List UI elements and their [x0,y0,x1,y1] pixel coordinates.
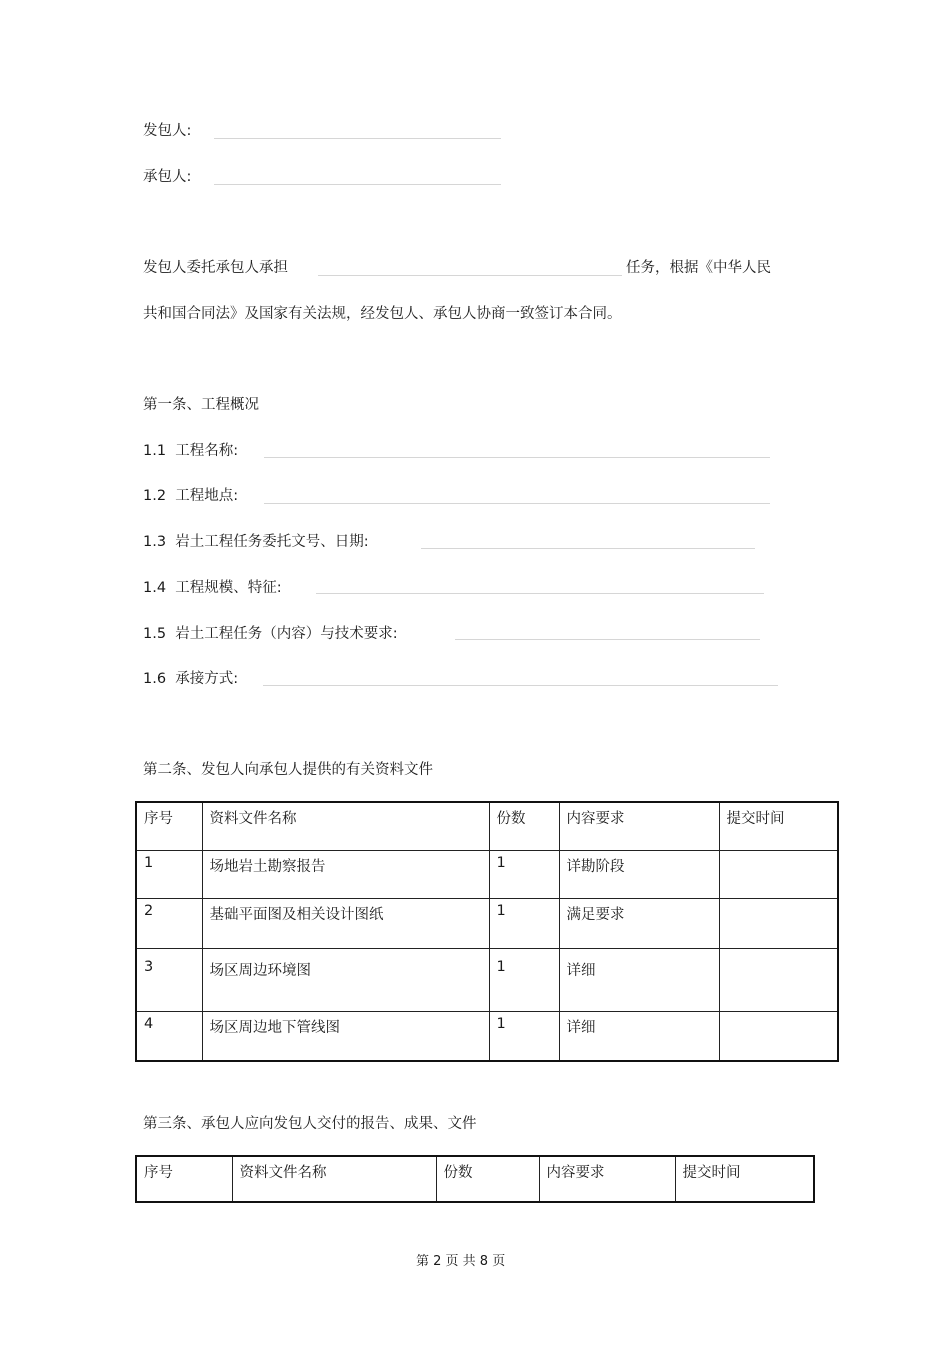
cell-seq: 1 [136,850,202,898]
item-1-2 [143,484,238,505]
cell-submit-time [719,1011,838,1061]
cell-copies: 1 [489,1011,559,1061]
item-label: 工程规模、特征: [175,580,282,596]
cell-copies: 1 [489,850,559,898]
item-1-6 [143,667,238,688]
header-cell-copies: 份数 [489,802,559,850]
page-number: 第 2 页 共 8 页 [416,1254,506,1269]
header-cell-seq: 序号 [136,1156,232,1202]
item-label: 承接方式: [175,671,239,687]
cell-submit-time [719,948,838,1011]
item-number: 1.1 [143,443,167,459]
intro-line1-end: 任务，根据《中华人民 [626,260,771,276]
header-cell-requirement: 内容要求 [539,1156,675,1202]
item-label: 工程名称: [175,443,239,459]
header-cell-requirement: 内容要求 [559,802,719,850]
item-number: 1.4 [143,580,167,596]
table-row [136,850,838,898]
header-cell-submit-time: 提交时间 [675,1156,814,1202]
header-cell-name: 资料文件名称 [202,802,489,850]
item-number: 1.5 [143,626,167,642]
intro-line1-start: 发包人委托承包人承担 [143,260,288,276]
item-number: 1.2 [143,488,167,504]
header-cell-copies: 份数 [436,1156,539,1202]
table-header-row [136,1156,814,1202]
cell-submit-time [719,898,838,948]
item-label: 岩土工程任务（内容）与技术要求: [175,626,398,642]
cell-copies: 1 [489,898,559,948]
item-1-1-blank-line [264,457,770,458]
table-row [136,1011,838,1061]
task-blank-line [318,275,622,276]
item-label: 工程地点: [175,488,239,504]
item-1-4 [143,576,282,597]
cell-name: 场区周边环境图 [202,948,489,1011]
cell-name: 场地岩土勘察报告 [202,850,489,898]
delivered-documents-table [135,1155,815,1203]
table-row [136,898,838,948]
item-1-6-blank-line [263,685,778,686]
item-number: 1.6 [143,671,167,687]
item-1-5 [143,622,398,643]
provided-documents-table [135,801,839,1062]
article3-title: 第三条、承包人应向发包人交付的报告、成果、文件 [143,1116,477,1132]
item-1-1 [143,439,238,460]
cell-seq: 2 [136,898,202,948]
contractor-label: 承包人: [143,169,192,185]
item-1-5-blank-line [455,639,760,640]
item-1-3 [143,530,369,551]
article2-title: 第二条、发包人向承包人提供的有关资料文件 [143,762,433,778]
intro-line2: 共和国合同法》及国家有关法规，经发包人、承包人协商一致签订本合同。 [143,306,622,322]
header-cell-seq: 序号 [136,802,202,850]
issuer-blank-line [214,138,501,139]
item-1-4-blank-line [316,593,764,594]
item-1-2-blank-line [264,503,770,504]
table-row [136,948,838,1011]
item-number: 1.3 [143,534,167,550]
cell-requirement: 详细 [559,948,719,1011]
item-label: 岩土工程任务委托文号、日期: [175,534,369,550]
cell-name: 场区周边地下管线图 [202,1011,489,1061]
cell-seq: 4 [136,1011,202,1061]
contractor-blank-line [214,184,501,185]
article1-title: 第一条、工程概况 [143,397,259,413]
cell-requirement: 满足要求 [559,898,719,948]
cell-name: 基础平面图及相关设计图纸 [202,898,489,948]
header-cell-name: 资料文件名称 [232,1156,436,1202]
cell-requirement: 详细 [559,1011,719,1061]
header-cell-submit-time: 提交时间 [719,802,838,850]
cell-requirement: 详勘阶段 [559,850,719,898]
item-1-3-blank-line [421,548,755,549]
cell-submit-time [719,850,838,898]
table-header-row [136,802,838,850]
cell-seq: 3 [136,948,202,1011]
issuer-label: 发包人: [143,123,192,139]
cell-copies: 1 [489,948,559,1011]
